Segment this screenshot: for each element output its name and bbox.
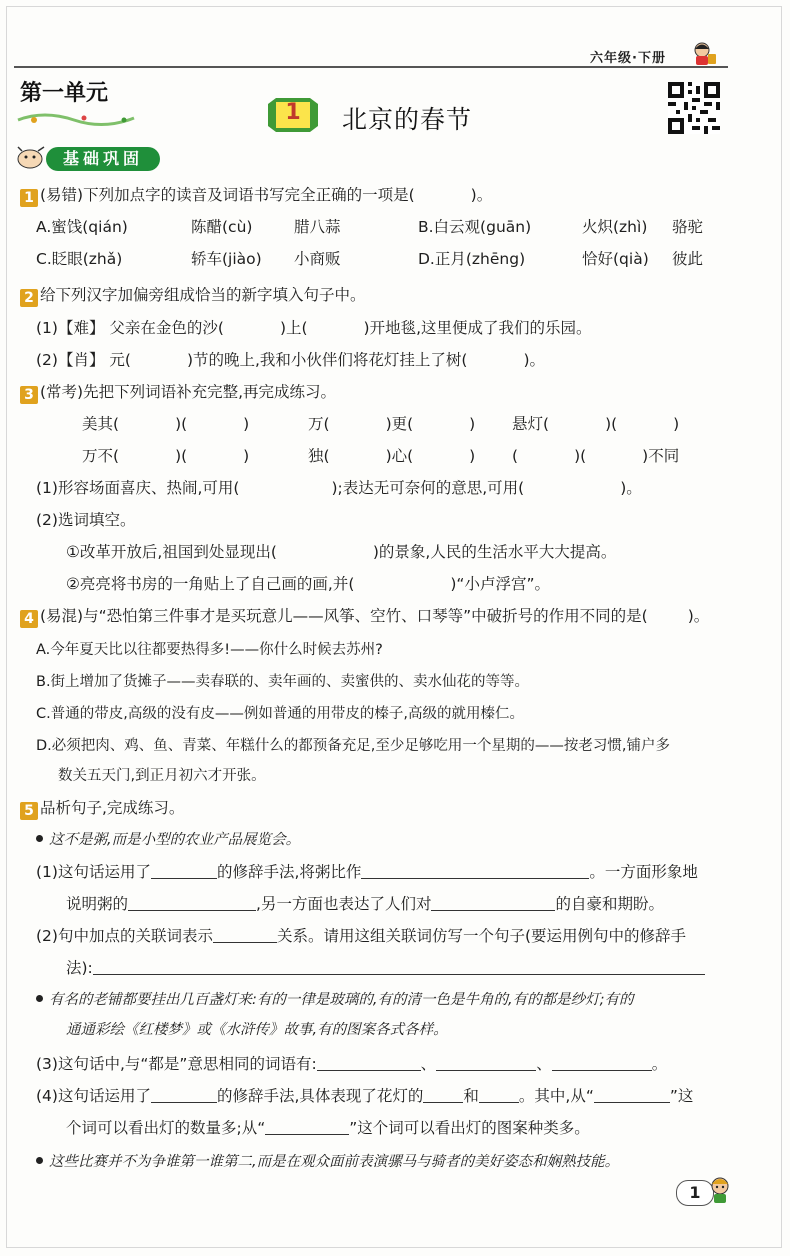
q5-sub3-blank-2[interactable] — [436, 1056, 536, 1071]
q5-sub1-blank-2[interactable] — [361, 864, 589, 879]
q4-option-a: A.今年夏天比以往都要热得多!——你什么时候去苏州? — [36, 642, 383, 658]
bullet-icon — [36, 1157, 43, 1164]
q5-sub3-blank-3[interactable] — [552, 1056, 652, 1071]
q5-sub-1-cont: 说明粥的 ,另一方面也表达了人们对 的自豪和期盼。 — [66, 895, 664, 913]
q4-option-b: B.街上增加了货摊子——卖春联的、卖年画的、卖蜜供的、卖水仙花的等等。 — [36, 674, 530, 690]
q5-sub-2: (2)句中加点的关联词表示 关系。请用这组关联词仿写一个句子(要运用例句中的修辞手 — [36, 927, 687, 945]
q5-sub4-blank-5[interactable] — [265, 1120, 349, 1135]
q3-stem: 3 (常考)先把下列词语补充完整,再完成练习。 — [20, 382, 336, 404]
q4-option-d-line-1: D.必须把肉、鸡、鱼、青菜、年糕什么的都预备充足,至少足够吃用一个星期的——按老习惯,铺户多 — [36, 738, 670, 754]
q4-option-d-line-2: 数关五天门,到正月初六才开张。 — [58, 768, 266, 784]
q5-sentence-2: 有名的老铺都要挂出几百盏灯来:有的一律是玻璃的,有的清一色是牛角的,有的都是纱灯;有的 — [36, 990, 634, 1010]
q5-sub-1: (1)这句话运用了 的修辞手法,将粥比作 。一方面形象地 — [36, 863, 698, 881]
q5-sub3-blank-1[interactable] — [317, 1056, 421, 1071]
lesson-number-badge — [268, 98, 318, 132]
unit-title-underline-icon — [14, 108, 164, 130]
q3-sub-2b: ②亮亮将书房的一角贴上了自己画的画,并( )“小卢浮宫”。 — [66, 575, 550, 593]
q5-sub-2-cont: 法): — [66, 958, 705, 978]
header-rule — [14, 66, 728, 68]
q2-stem: 2 给下列汉字加偏旁组成恰当的新字填入句子中。 — [20, 285, 366, 307]
q5-sub4-blank-2[interactable] — [423, 1088, 463, 1103]
q2-item-2: (2)【肖】 元( )节的晚上,我和小伙伴们将花灯挂上了树( )。 — [36, 351, 546, 369]
q3-words-row-1: 美其( )( ) 万( )更( ) 悬灯( )( ) — [82, 415, 680, 433]
page-number: 1 — [689, 1183, 701, 1202]
q5-sub-4: (4)这句话运用了 的修辞手法,具体表现了花灯的 和 。其中,从“ ”这 — [36, 1087, 694, 1105]
q4-option-c: C.普通的带皮,高级的没有皮——例如普通的用带皮的榛子,高级的就用榛仁。 — [36, 706, 524, 722]
q5-sub1-blank-4[interactable] — [431, 896, 555, 911]
section-badge — [46, 147, 160, 171]
q5-sub4-blank-3[interactable] — [479, 1088, 519, 1103]
q5-sub-4-cont: 个词可以看出灯的数量多;从“ ”这个词可以看出灯的图案种类多。 — [66, 1119, 590, 1137]
unit-title: 第一单元 — [20, 81, 109, 106]
q5-sub4-blank-4[interactable] — [594, 1088, 670, 1103]
q5-sub4-blank-1[interactable] — [151, 1088, 217, 1103]
q1-stem: 1 (易错)下列加点字的读音及词语书写完全正确的一项是( )。 — [20, 185, 492, 207]
q1-number: 1 — [20, 189, 38, 207]
q5-sub1-blank-1[interactable] — [151, 864, 217, 879]
q5-stem: 5 品析句子,完成练习。 — [20, 798, 184, 820]
section-badge-label: 基础巩固 — [62, 149, 143, 168]
q5-sentence-2-cont: 通通彩绘《红楼梦》或《水浒传》故事,有的图案各式各样。 — [66, 1022, 448, 1038]
q5-sub-3: (3)这句话中,与“都是”意思相同的词语有: 、 、 。 — [36, 1055, 668, 1073]
q5-sub1-blank-3[interactable] — [128, 896, 256, 911]
lesson-number: 1 — [285, 100, 301, 125]
q2-item-1: (1)【难】 父亲在金色的沙( )上( )开地毯,这里便成了我们的乐园。 — [36, 319, 592, 337]
q3-number: 3 — [20, 386, 38, 404]
q5-sentence-3: 这些比赛并不为争谁第一谁第二,而是在观众面前表演骡马与骑者的美好姿态和娴熟技能。 — [36, 1152, 619, 1172]
q2-number: 2 — [20, 289, 38, 307]
q5-sentence-1: 这不是粥,而是小型的农业产品展览会。 — [36, 830, 300, 850]
mascot-icon — [690, 40, 718, 66]
q3-sub-2a: ①改革开放后,祖国到处显现出( )的景象,人民的生活水平大大提高。 — [66, 543, 617, 561]
q4-stem: 4 (易混)与“恐怕第三件事才是买玩意儿——风筝、空竹、口琴等”中破折号的作用不同的是( )。 — [20, 606, 709, 628]
q3-sub-1: (1)形容场面喜庆、热闹,可用( );表达无可奈何的意思,可用( )。 — [36, 479, 642, 497]
page-mascot-icon — [706, 1174, 734, 1204]
grade-label: 六年级·下册 — [590, 51, 666, 66]
q3-sub-2: (2)选词填空。 — [36, 511, 136, 529]
q1-option-c-row: C.眨眼(zhǎ) 轿车(jiào) 小商贩 D.正月(zhēng) 恰好(qià) 彼此 — [36, 250, 704, 268]
q4-number: 4 — [20, 610, 38, 628]
q5-sub2-blank-1[interactable] — [213, 928, 277, 943]
lesson-title: 北京的春节 — [342, 105, 473, 134]
q1-option-a-row: A.蜜饯(qián) 陈醋(cù) 腊八蒜 B.白云观(guān) 火炽(zhì) 骆驼 — [36, 218, 704, 236]
bullet-icon — [36, 995, 43, 1002]
bullet-icon — [36, 835, 43, 842]
section-badge-icon — [14, 145, 48, 171]
q3-words-row-2: 万不( )( ) 独( )心( ) ( )( )不同 — [82, 447, 680, 465]
q5-sub2-answer-line[interactable] — [93, 960, 705, 975]
qr-code-icon — [668, 82, 720, 134]
q5-number: 5 — [20, 802, 38, 820]
